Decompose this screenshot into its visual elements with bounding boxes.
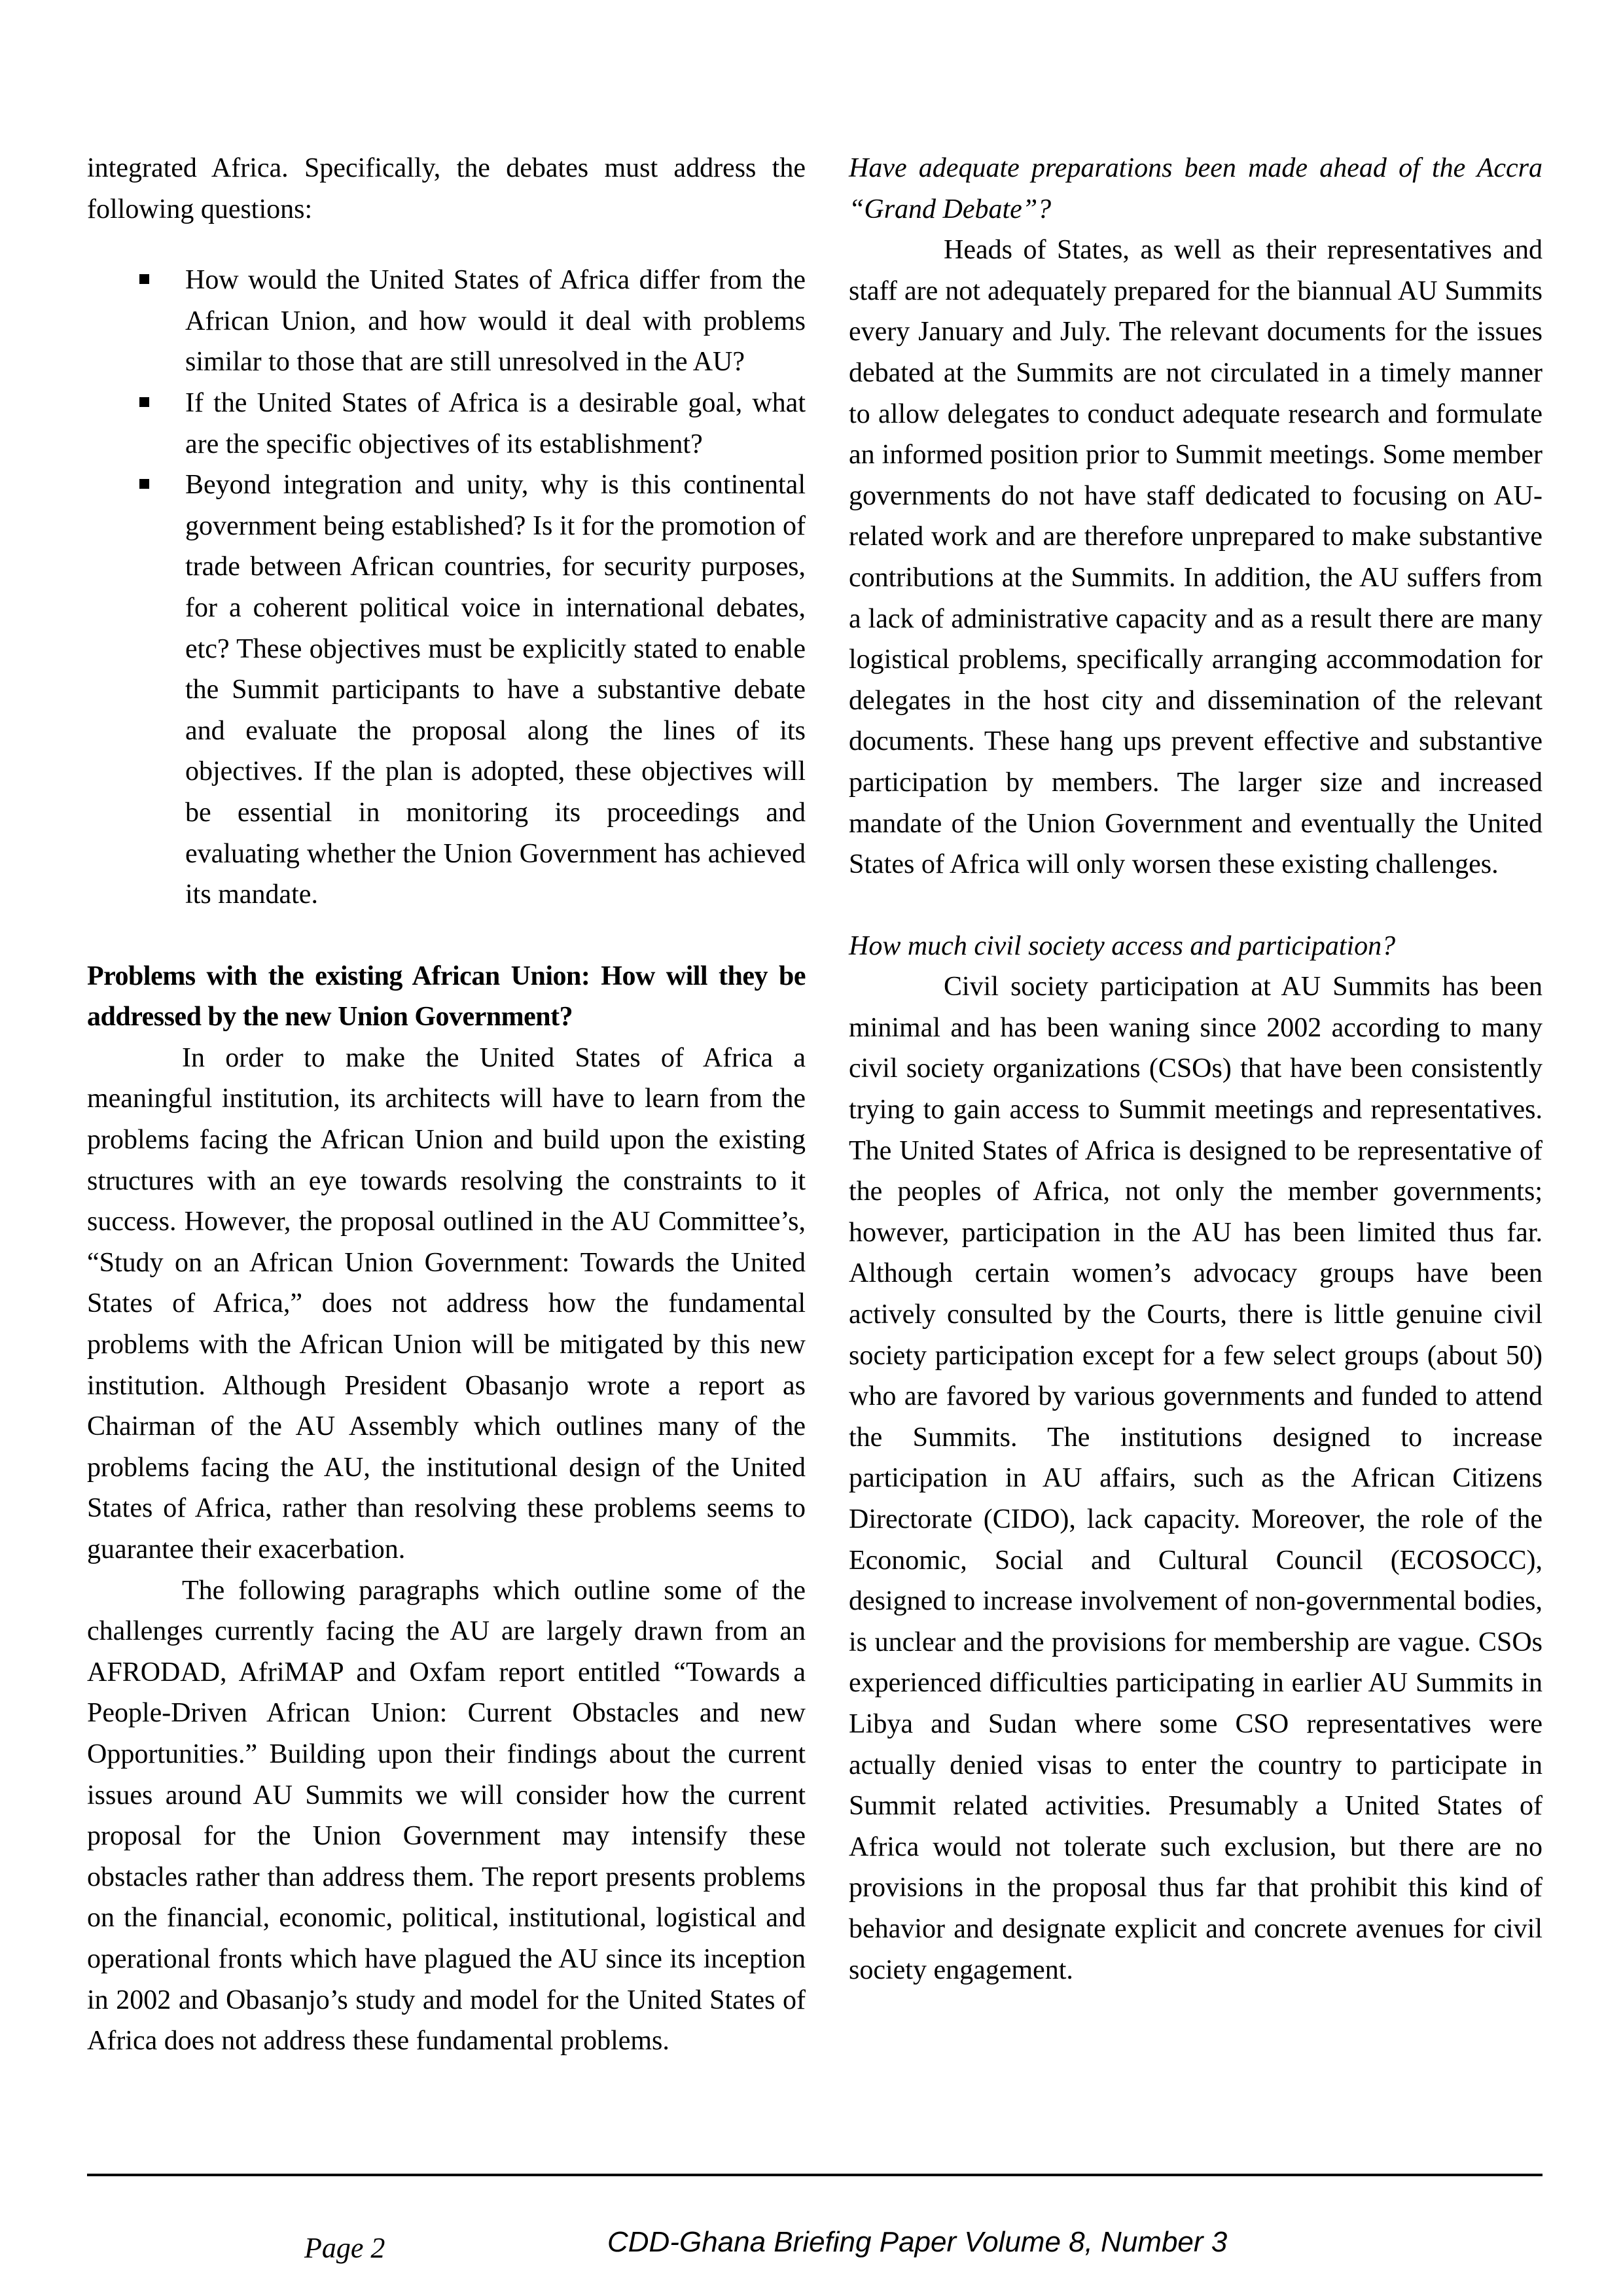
square-bullet-icon bbox=[139, 274, 149, 284]
page-number: Page 2 bbox=[304, 2232, 385, 2264]
left-column bbox=[87, 148, 806, 2062]
footer-divider bbox=[87, 2174, 1543, 2176]
list-item bbox=[87, 383, 806, 465]
body-paragraph: Civil society participation at AU Summits has been minimal and has been waning since 2002 according to many civil society organizations (CSOs) that have been consistently trying to gain access to Summit meetings and representatives. The United States of Africa is designed to be representative of the peoples of Africa, not only the member governments; however, participation in the AU has been limited thus far. Although certain women’s advocacy groups have been actively consulted by the Courts, there is little genuine civil society participation except for a few select groups (about 50) who are favored by various governments and funded to attend the Summits. The institutions designed to increase participation in AU affairs, such as the African Citizens Directorate (CIDO), lack capacity. Moreover, the role of the Economic, Social and Cultural Council (ECOSOCC), designed to increase involvement of non-governmental bodies, is unclear and the provisions for membership are vague. CSOs experienced difficulties participating in earlier AU Summits in Libya and Sudan where some CSO representatives were actually denied visas to enter the country to participate in Summit related activities. Presumably a United States of Africa would not tolerate such exclusion, but there are no provisions in the proposal thus far that prohibit this kind of behavior and designate explicit and concrete avenues for civil society engagement. bbox=[849, 972, 1543, 1985]
section-heading-problems: Problems with the existing African Union: How will they be addressed by the new Union Government? bbox=[87, 961, 806, 1033]
intro-paragraph: integrated Africa. Specifically, the debates must address the following questions: bbox=[87, 153, 806, 224]
right-column bbox=[849, 148, 1543, 1990]
section-heading-preparations: Have adequate preparations been made ahead of the Accra “Grand Debate”? bbox=[849, 153, 1543, 224]
list-item-text: How would the United States of Africa differ from the African Union, and how would it deal with problems similar to those that are still unresolved in the AU? bbox=[185, 265, 806, 378]
section-heading-civil-society: How much civil society access and participation? bbox=[849, 930, 1396, 961]
list-item bbox=[87, 260, 806, 383]
publication-title: CDD-Ghana Briefing Paper Volume 8, Number 3 bbox=[607, 2226, 1228, 2258]
body-paragraph: Heads of States, as well as their representatives and staff are not adequately prepared for the biannual AU Summits every January and July. The relevant documents for the issues debated at the Summits are not circulated in a timely manner to allow delegates to conduct adequate research and formulate an informed position prior to Summit meetings. Some member governments do not have staff dedicated to focusing on AU-related work and are therefore unprepared to make substantive contributions at the Summits. In addition, the AU suffers from a lack of administrative capacity and as a result there are many logistical problems, specifically arranging accommodation for delegates in the host city and dissemination of the relevant documents. These hang ups prevent effective and substantive participation by members. The larger size and increased mandate of the Union Government and eventually the United States of Africa will only worsen these existing challenges. bbox=[849, 235, 1543, 880]
body-paragraph: In order to make the United States of Africa a meaningful institution, its architects will have to learn from the problems facing the African Union and build upon the existing structures with an eye towards resolving the constraints to it success. However, the proposal outlined in the AU Committee’s, “Study on an African Union Government: Towards the United States of Africa,” does not address how the fundamental problems with the African Union will be mitigated by this new institution. Although President Obasanjo wrote a report as Chairman of the AU Assembly which outlines many of the problems facing the AU, the institutional design of the United States of Africa, rather than resolving these problems seems to guarantee their exacerbation. bbox=[87, 1042, 806, 1564]
list-item-text: If the United States of Africa is a desirable goal, what are the specific objectives of its establishment? bbox=[185, 387, 806, 459]
square-bullet-icon bbox=[139, 479, 149, 489]
body-paragraph: The following paragraphs which outline some of the challenges currently facing the AU are largely drawn from an AFRODAD, AfriMAP and Oxfam report entitled “Towards a People-Driven African Union: Current Obstacles and new Opportunities.” Building upon their findings about the current issues around AU Summits we will consider how the current proposal for the Union Government may intensify these obstacles rather than address them. The report presents problems on the financial, economic, political, institutional, logistical and operational fronts which have plagued the AU since its inception in 2002 and Obasanjo’s study and model for the United States of Africa does not address these fundamental problems. bbox=[87, 1575, 806, 2057]
question-list bbox=[87, 260, 806, 915]
square-bullet-icon bbox=[139, 397, 149, 407]
list-item-text: Beyond integration and unity, why is this continental government being established? Is it for the promotion of trade between African countries, for security purposes, for a coherent political voice in international debates, etc? These objectives must be explicitly stated to enable the Summit participants to have a substantive debate and evaluate the proposal along the lines of its objectives. If the plan is adopted, these objectives will be essential in monitoring its proceedings and evaluating whether the Union Government has achieved its mandate. bbox=[185, 470, 806, 910]
list-item bbox=[87, 465, 806, 915]
